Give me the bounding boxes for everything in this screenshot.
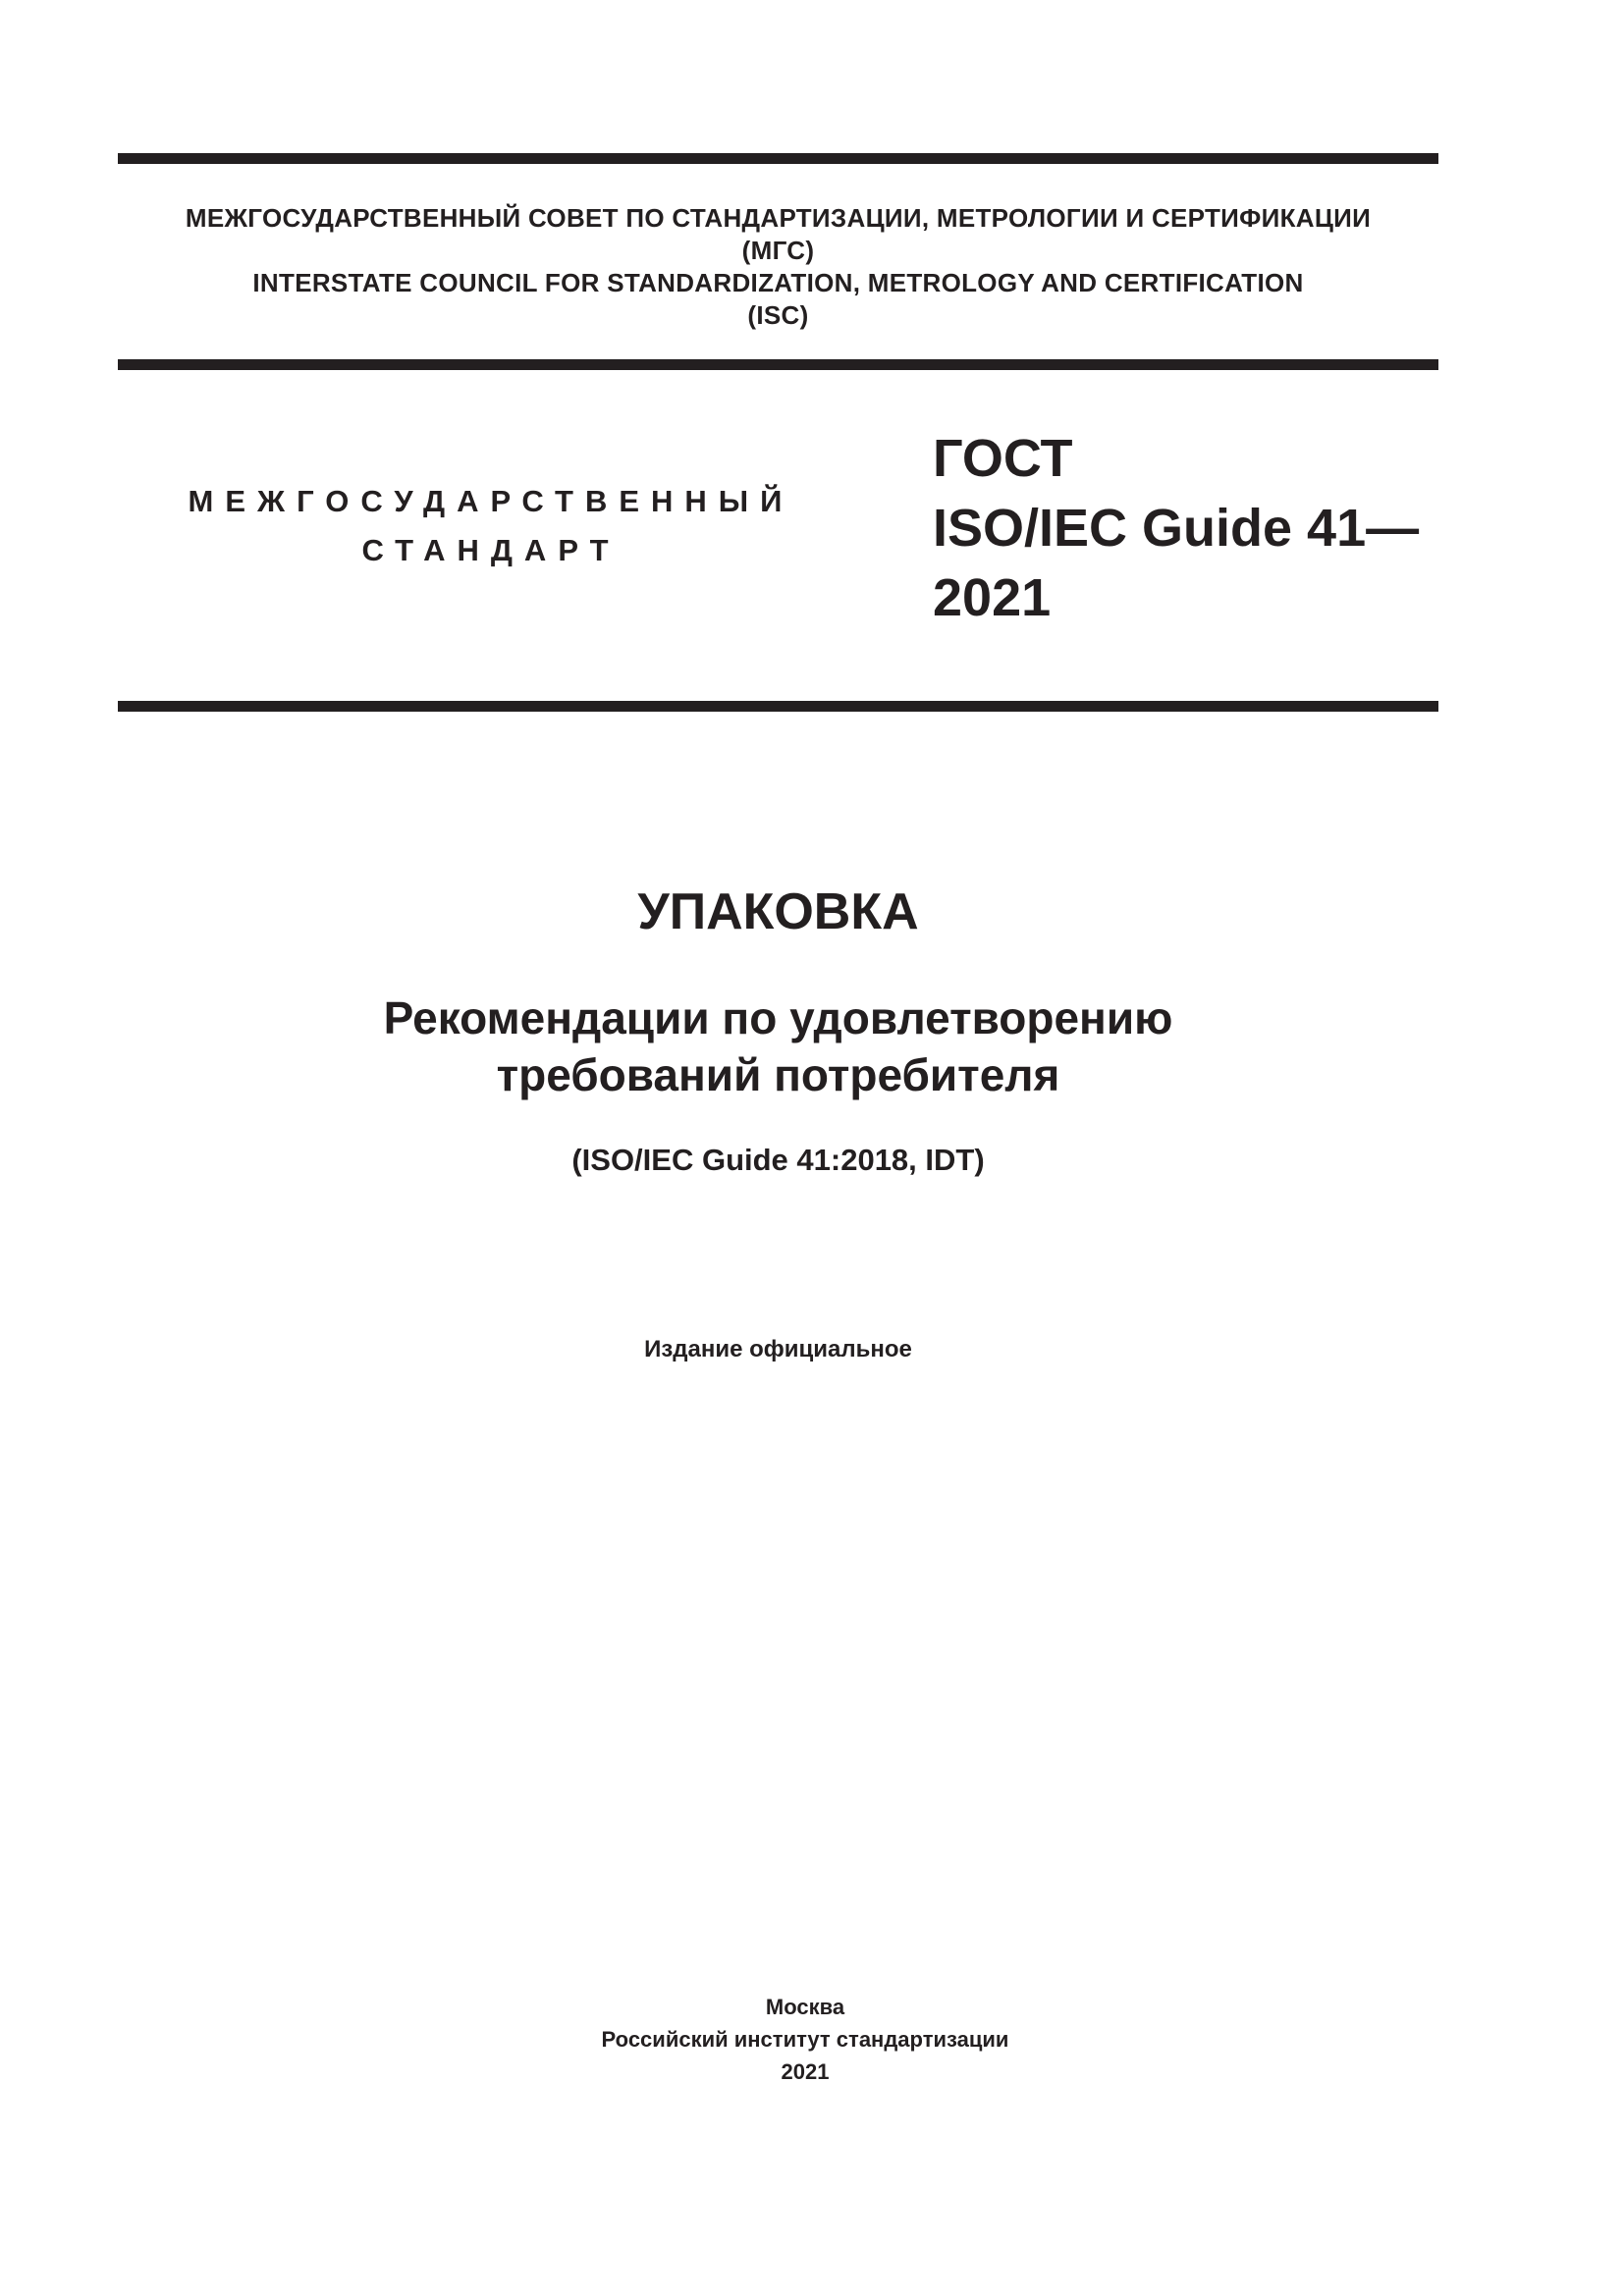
- subtitle-line-1: Рекомендации по удовлетворению: [383, 992, 1173, 1043]
- standard-number-line-1: ГОСТ: [933, 429, 1073, 488]
- imprint-publisher: Российский институт стандартизации: [601, 2027, 1009, 2052]
- standard-number-line-2: ISO/IEC Guide 41—: [933, 499, 1420, 558]
- council-header: [118, 202, 1438, 332]
- top-divider-rule: [118, 153, 1438, 164]
- imprint-city: Москва: [765, 1995, 845, 2019]
- title-block: [118, 881, 1438, 1180]
- standard-kind-line-1: МЕЖГОСУДАРСТВЕННЫЙ: [188, 484, 794, 518]
- header-bottom-rule: [118, 701, 1438, 712]
- edition-label: Издание официальное: [644, 1336, 912, 1362]
- standard-kind-line-2: СТАНДАРТ: [361, 533, 621, 567]
- council-name-ru: МЕЖГОСУДАРСТВЕННЫЙ СОВЕТ ПО СТАНДАРТИЗАЦИИ, МЕТРОЛОГИИ И СЕРТИФИКАЦИИ: [185, 203, 1372, 233]
- international-reference: (ISO/IEC Guide 41:2018, IDT): [571, 1143, 985, 1177]
- imprint: [118, 1991, 1492, 2088]
- council-abbr-en: (ISC): [747, 300, 809, 330]
- council-abbr-ru: (МГС): [741, 236, 815, 265]
- standard-kind: [147, 477, 835, 575]
- council-divider-rule: [118, 359, 1438, 370]
- imprint-year: 2021: [781, 2059, 830, 2084]
- subtitle-line-2: требований потребителя: [496, 1049, 1060, 1100]
- main-title: УПАКОВКА: [637, 883, 919, 940]
- standard-number-line-3: 2021: [933, 568, 1052, 627]
- subtitle: [118, 989, 1438, 1103]
- council-name-en: INTERSTATE COUNCIL FOR STANDARDIZATION, METROLOGY AND CERTIFICATION: [252, 268, 1304, 297]
- standard-number: [933, 424, 1419, 633]
